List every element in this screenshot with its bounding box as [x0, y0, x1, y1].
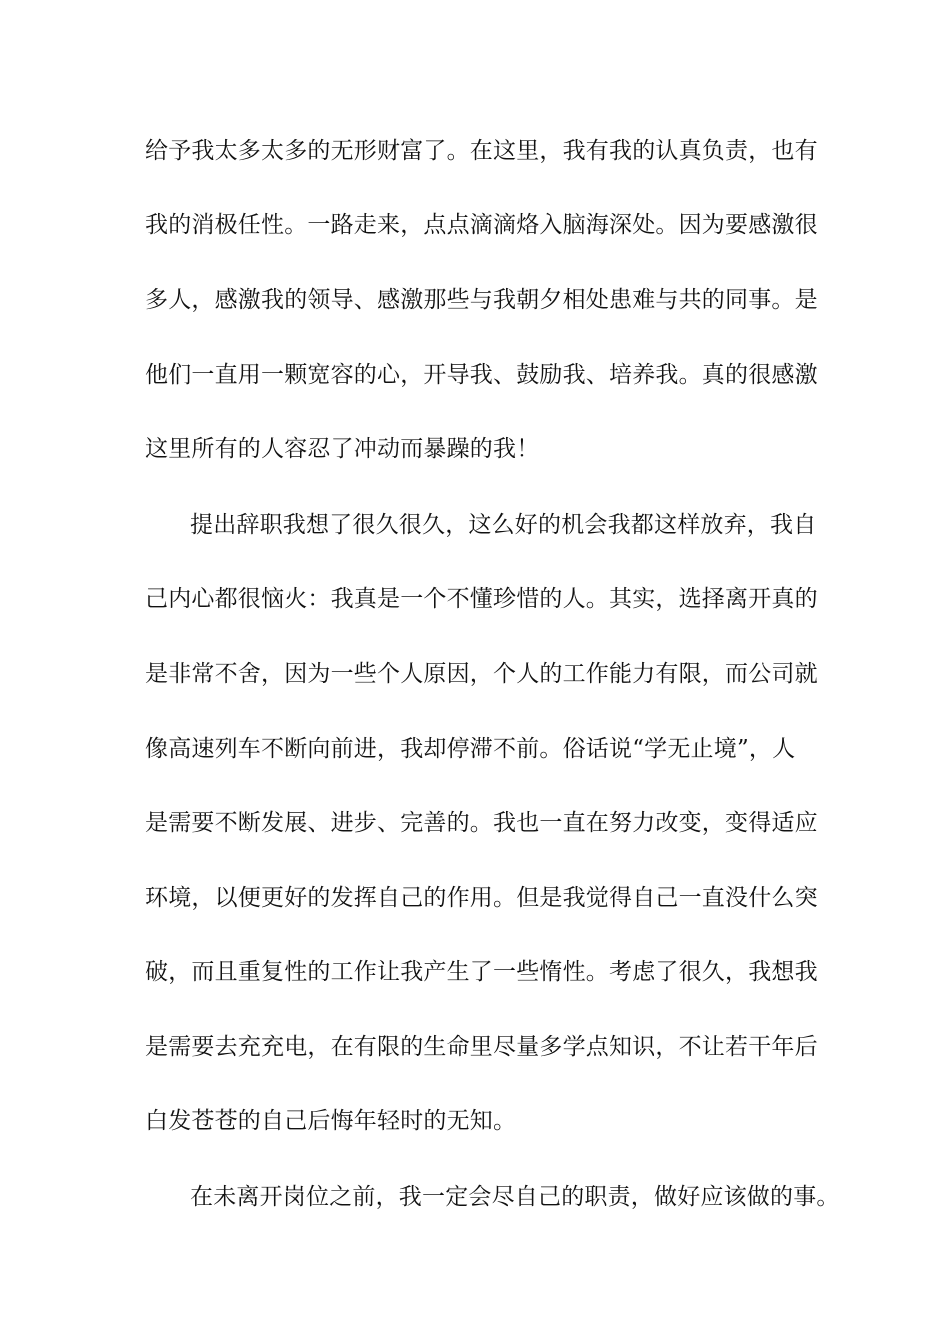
text-line: 像高速列车不断向前进，我却停滞不前。俗话说“学无止境”，人 [145, 736, 796, 762]
text-line: 白发苍苍的自己后悔年轻时的无知。 [145, 1108, 517, 1134]
paragraph-start-line: 提出辞职我想了很久很久，这么好的机会我都这样放弃，我自 [190, 512, 817, 538]
text-line: 多人，感激我的领导、感激那些与我朝夕相处患难与共的同事。是 [145, 287, 818, 313]
text-line: 我的消极任性。一路走来，点点滴滴烙入脑海深处。因为要感激很 [145, 212, 818, 238]
text-line: 环境，以便更好的发挥自己的作用。但是我觉得自己一直没什么突 [145, 885, 818, 911]
text-line: 是需要去充充电，在有限的生命里尽量多学点知识，不让若干年后 [145, 1034, 818, 1060]
paragraph-start-line: 在未离开岗位之前，我一定会尽自己的职责，做好应该做的事。 [190, 1184, 840, 1210]
text-line: 是需要不断发展、进步、完善的。我也一直在努力改变，变得适应 [145, 810, 818, 836]
text-line: 是非常不舍，因为一些个人原因，个人的工作能力有限，而公司就 [145, 661, 818, 687]
text-line: 这里所有的人容忍了冲动而暴躁的我！ [145, 436, 540, 462]
text-line: 给予我太多太多的无形财富了。在这里，我有我的认真负责，也有 [145, 138, 818, 164]
text-line: 破，而且重复性的工作让我产生了一些惰性。考虑了很久，我想我 [145, 959, 818, 985]
text-line: 己内心都很恼火：我真是一个不懂珍惜的人。其实，选择离开真的 [145, 586, 818, 612]
text-line: 他们一直用一颗宽容的心，开导我、鼓励我、培养我。真的很感激 [145, 362, 818, 388]
